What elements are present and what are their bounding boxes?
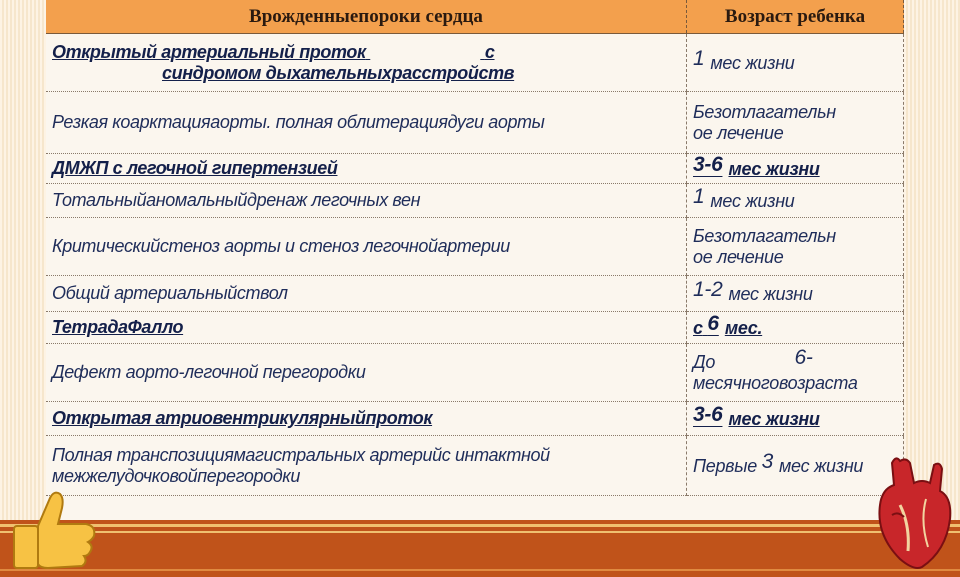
disease-cell: Критическийстеноз аорты и стеноз легочнойартерии xyxy=(46,218,687,276)
disease-cell: Открытая атриовентрикулярныйпроток xyxy=(46,402,687,436)
table-row xyxy=(46,184,904,218)
age-cell: 1 мес жизни xyxy=(687,34,904,92)
age-cell: До 6- месячноговозраста xyxy=(687,344,904,402)
age-cell: Первые 3 мес жизни xyxy=(687,436,904,496)
table-row xyxy=(46,436,904,496)
table-row xyxy=(46,344,904,402)
thumbs-up-icon xyxy=(8,488,100,570)
table-row xyxy=(46,92,904,154)
table-row xyxy=(46,402,904,436)
age-cell: 1-2 мес жизни xyxy=(687,276,904,312)
left-border-pattern xyxy=(0,0,46,520)
header-age: Возраст ребенка xyxy=(687,0,904,34)
table-row xyxy=(46,276,904,312)
age-cell: с 6 мес. xyxy=(687,312,904,344)
table-row xyxy=(46,218,904,276)
disease-cell: Дефект аорто-легочной перегородки xyxy=(46,344,687,402)
table-row xyxy=(46,154,904,184)
disease-cell: Тотальныйаномальныйдренаж легочных вен xyxy=(46,184,687,218)
header-defects: Врожденныепороки сердца xyxy=(46,0,687,34)
disease-cell: Резкая коарктацияаорты. полная облитерациядуги аорты xyxy=(46,92,687,154)
age-cell: Безотлагательн ое лечение xyxy=(687,92,904,154)
right-border-pattern xyxy=(904,0,960,520)
table-header-row xyxy=(46,0,904,34)
table-row xyxy=(46,312,904,344)
heart-defects-table xyxy=(46,0,904,496)
table-row xyxy=(46,34,904,92)
disease-cell: Открытый артериальный проток с синдромом дыхательныхрасстройств xyxy=(46,34,687,92)
age-cell: 3-6 мес жизни xyxy=(687,402,904,436)
disease-cell: ДМЖП с легочной гипертензией xyxy=(46,154,687,184)
age-cell: 3-6 мес жизни xyxy=(687,154,904,184)
disease-cell: Полная транспозициямагистральных артерийс интактной межжелудочковойперегородки xyxy=(46,436,687,496)
age-cell: Безотлагательн ое лечение xyxy=(687,218,904,276)
age-cell: 1 мес жизни xyxy=(687,184,904,218)
bottom-decorative-band xyxy=(0,520,960,577)
disease-cell: Общий артериальныйствол xyxy=(46,276,687,312)
disease-cell: ТетрадаФалло xyxy=(46,312,687,344)
anatomical-heart-icon xyxy=(870,455,956,573)
